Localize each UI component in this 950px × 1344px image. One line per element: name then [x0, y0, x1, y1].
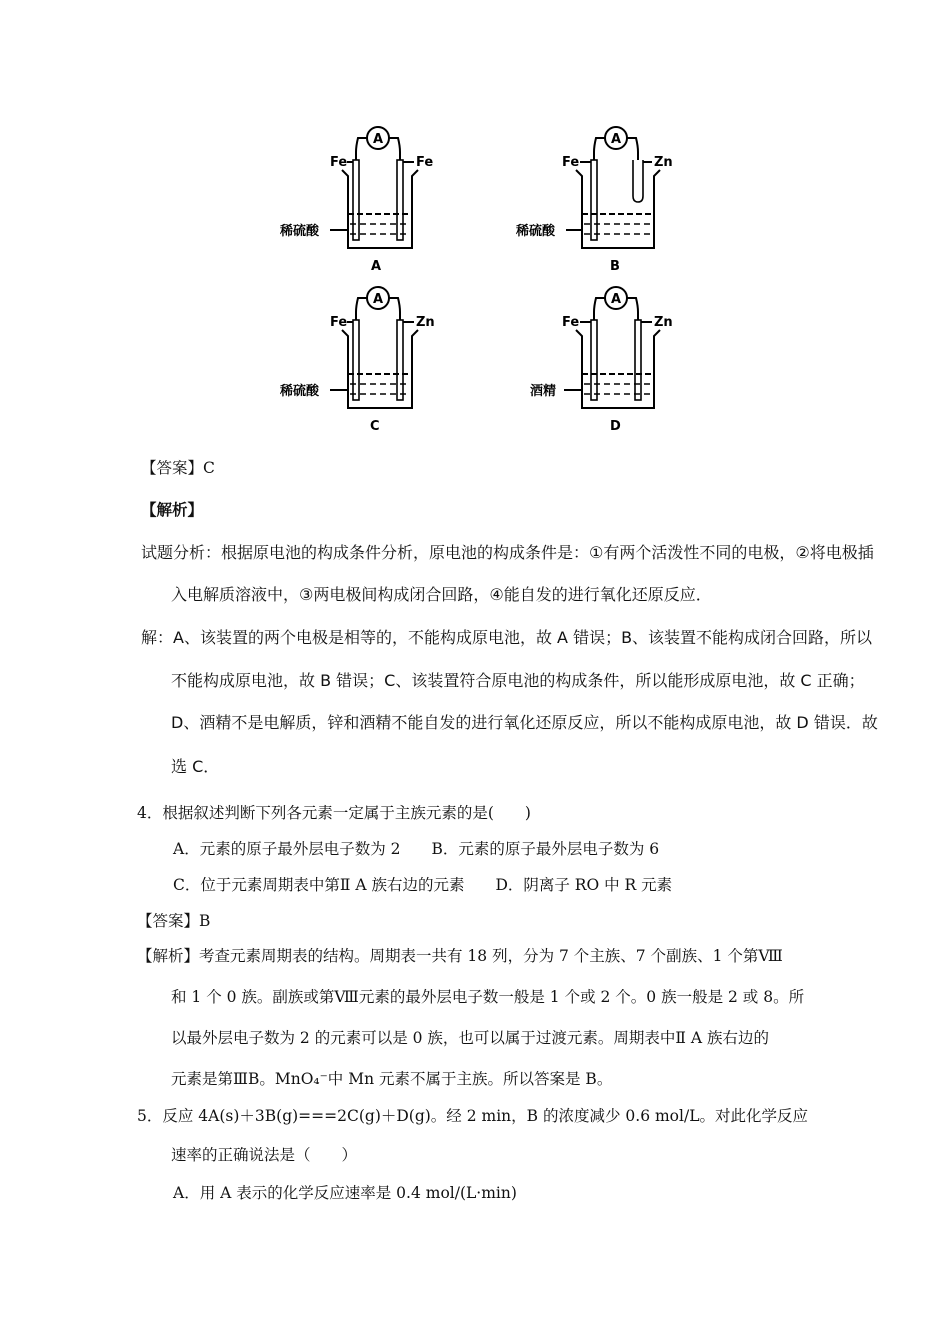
right-electrode-label: Zn: [654, 155, 673, 170]
q3-solution-line-3: D、酒精不是电解质，锌和酒精不能自发的进行氧化还原反应，所以不能构成原电池，故 D 错误．故: [171, 713, 878, 732]
left-electrode-label: Fe: [330, 155, 348, 170]
q3-analysis-line-2: 入电解质溶液中，③两电极间构成闭合回路，④能自发的进行氧化还原反应．: [171, 585, 712, 604]
q3-analysis-heading: 【解析】: [141, 500, 204, 519]
q3-analysis-line-1: 试题分析：根据原电池的构成条件分析，原电池的构成条件是：①有两个活泼性不同的电极，②将电极插: [141, 543, 874, 562]
q3-answer: 【答案】C: [141, 459, 215, 477]
q5-option-a: A．用 A 表示的化学反应速率是 0.4 mol/(L·min): [173, 1184, 517, 1202]
q4-options-ab: A．元素的原子最外层电子数为 2 B．元素的原子最外层电子数为 6: [173, 840, 660, 858]
cell-panel-b: [515, 127, 673, 274]
cell-panel-d: [530, 287, 673, 434]
svg-text:A: A: [373, 132, 384, 147]
q4-analysis-line-2: 和 1 个 0 族。副族或第Ⅷ元素的最外层电子数一般是 1 个或 2 个。0 族一般是 2 或 8。所: [171, 988, 805, 1006]
left-electrode-label: Fe: [330, 315, 348, 330]
q3-solution-line-4: 选 C．: [171, 757, 220, 776]
solution-label: 稀硫酸: [280, 384, 320, 399]
panel-label: A: [371, 259, 382, 274]
right-electrode-label: Zn: [416, 315, 435, 330]
svg-text:A: A: [611, 292, 622, 307]
cell-panel-c: [279, 287, 435, 434]
svg-text:A: A: [373, 292, 384, 307]
q3-solution-line-1: 解：A、该装置的两个电极是相等的，不能构成原电池，故 A 错误；B、该装置不能构成闭合回路，所以: [141, 628, 873, 647]
left-electrode-label: Fe: [562, 155, 580, 170]
panel-label: B: [610, 259, 620, 274]
right-electrode-label: Fe: [416, 155, 434, 170]
solution-label: 稀硫酸: [516, 224, 556, 239]
q4-stem: 4．根据叙述判断下列各元素一定属于主族元素的是( ): [137, 804, 531, 822]
cell-panel-a: [279, 127, 433, 274]
svg-text:A: A: [611, 132, 622, 147]
q4-analysis-line-4: 元素是第ⅢB。MnO₄⁻中 Mn 元素不属于主族。所以答案是 B。: [171, 1070, 613, 1088]
right-electrode-label: Zn: [654, 315, 673, 330]
cells-diagram: [270, 118, 700, 438]
solution-label: 酒精: [530, 384, 557, 399]
left-electrode-label: Fe: [562, 315, 580, 330]
q3-solution-line-2: 不能构成原电池，故 B 错误；C、该装置符合原电池的构成条件，所以能形成原电池，故 C 正确；: [171, 671, 865, 690]
panel-label: D: [610, 419, 621, 434]
q4-answer: 【答案】B: [137, 912, 211, 930]
solution-label: 稀硫酸: [280, 224, 320, 239]
q4-analysis-line-1: 【解析】考查元素周期表的结构。周期表一共有 18 列，分为 7 个主族、7 个副族、1 个第Ⅷ: [137, 947, 783, 965]
q5-stem-line-1: 5．反应 4A(s)＋3B(g)===2C(g)＋D(g)。经 2 min，B 的浓度减少 0.6 mol/L。对此化学反应: [137, 1107, 808, 1125]
q4-analysis-line-3: 以最外层电子数为 2 的元素可以是 0 族，也可以属于过渡元素。周期表中Ⅱ A 族右边的: [171, 1029, 770, 1047]
q5-stem-line-2: 速率的正确说法是（ ）: [171, 1146, 358, 1164]
panel-label: C: [370, 419, 380, 434]
q4-options-cd: C．位于元素周期表中第Ⅱ A 族右边的元素 D．阴离子 RO 中 R 元素: [173, 876, 673, 894]
galvanic-cell-figure: [270, 118, 700, 438]
